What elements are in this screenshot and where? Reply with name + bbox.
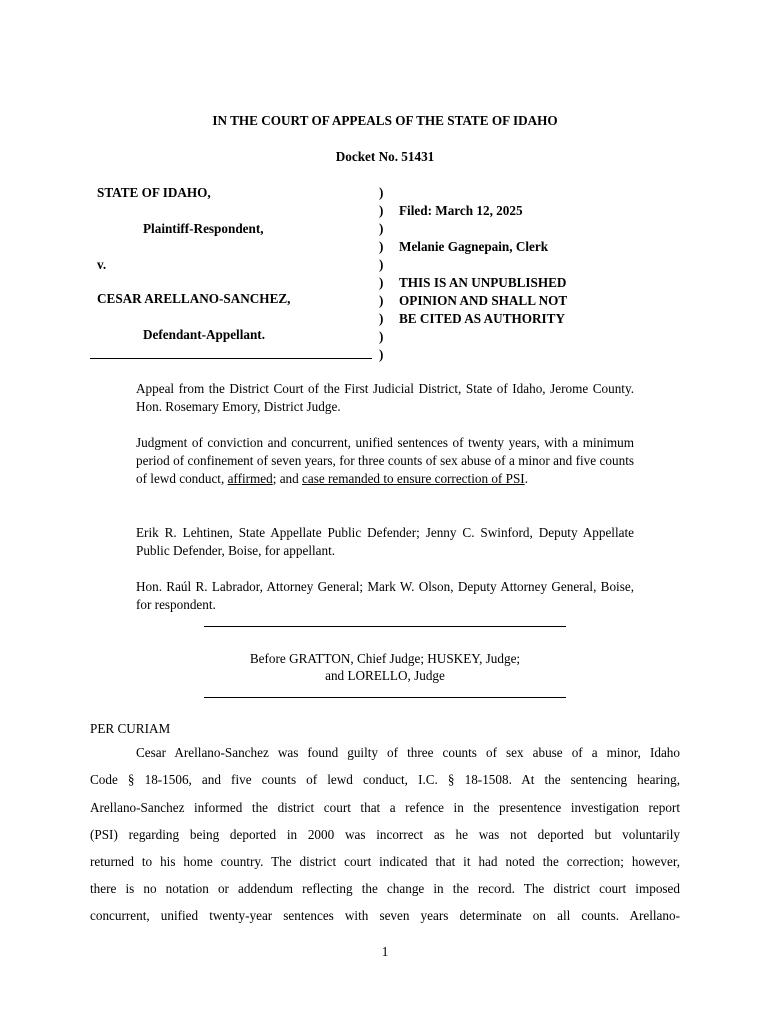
paren: ): [379, 239, 384, 254]
paren: ): [379, 329, 384, 344]
unpublished-line-3: BE CITED AS AUTHORITY: [399, 311, 565, 326]
caption-rule: [90, 358, 372, 359]
panel-rule-top: [204, 626, 566, 627]
court-title: IN THE COURT OF APPEALS OF THE STATE OF IDAHO: [212, 113, 558, 128]
paren: ): [379, 275, 384, 290]
remand-text: case remanded to ensure correction of PSI: [302, 471, 525, 486]
opinion-line: returned to his home country. The district court indicated that it had noted the correction; however,: [90, 854, 680, 869]
judgment-end: .: [524, 471, 528, 486]
unpublished-line-1: THIS IS AN UNPUBLISHED: [399, 275, 567, 290]
defendant-role: Defendant-Appellant.: [143, 327, 265, 342]
page-number: 1: [381, 944, 389, 959]
opinion-line: (PSI) regarding being deported in 2000 was incorrect as he was not deported but voluntarily: [90, 827, 680, 842]
caption-parens: [379, 184, 389, 364]
docket-number: Docket No. 51431: [335, 149, 435, 164]
affirmed-text: affirmed: [227, 471, 273, 486]
judgment-text: Judgment of conviction and concurrent, unified sentences of twenty years, with a minimum period of confinement of seven years, for three counts of sex abuse of a minor and five counts of lewd conduct,: [136, 435, 634, 486]
respondent-counsel: Hon. Raúl R. Labrador, Attorney General; Mark W. Olson, Deputy Attorney General, Boise, for respondent.: [136, 579, 634, 612]
panel-line-1: Before GRATTON, Chief Judge; HUSKEY, Judge;: [249, 651, 521, 666]
opinion-line: concurrent, unified twenty-year sentences with seven years determinate on all counts. Arellano-: [90, 908, 680, 923]
opinion-line: Cesar Arellano-Sanchez was found guilty of three counts of sex abuse of a minor, Idaho: [136, 745, 680, 760]
opinion-line: Code § 18-1506, and five counts of lewd conduct, I.C. § 18-1508. At the sentencing hearing,: [90, 772, 680, 787]
filed-date: Filed: March 12, 2025: [399, 203, 523, 218]
judgment-summary: [136, 434, 634, 488]
panel-line-2: and LORELLO, Judge: [325, 668, 445, 683]
versus: v.: [97, 257, 107, 272]
panel-rule-bottom: [204, 697, 566, 698]
clerk-name: Melanie Gagnepain, Clerk: [399, 239, 549, 254]
opinion-line: Arellano-Sanchez informed the district court that a refence in the presentence investigation report: [90, 800, 680, 815]
paren: ): [379, 221, 384, 236]
per-curiam-heading: PER CURIAM: [90, 721, 171, 736]
defendant-name: CESAR ARELLANO-SANCHEZ,: [97, 291, 291, 306]
plaintiff-role: Plaintiff-Respondent,: [143, 221, 264, 236]
paren: ): [379, 257, 384, 272]
paren: ): [379, 347, 384, 362]
paren: ): [379, 293, 384, 308]
paren: ): [379, 203, 384, 218]
unpublished-line-2: OPINION AND SHALL NOT: [399, 293, 568, 308]
judgment-mid: ; and: [272, 471, 303, 486]
appellant-counsel: Erik R. Lehtinen, State Appellate Public Defender; Jenny C. Swinford, Deputy Appellate Public Defender, Boise, for appellant.: [136, 525, 634, 558]
appeal-origin: Appeal from the District Court of the First Judicial District, State of Idaho, Jerome County. Hon. Rosemary Emory, District Judge.: [136, 381, 634, 414]
paren: ): [379, 185, 384, 200]
plaintiff-name: STATE OF IDAHO,: [97, 185, 211, 200]
opinion-line: there is no notation or addendum reflecting the change in the record. The district court imposed: [90, 881, 680, 896]
paren: ): [379, 311, 384, 326]
